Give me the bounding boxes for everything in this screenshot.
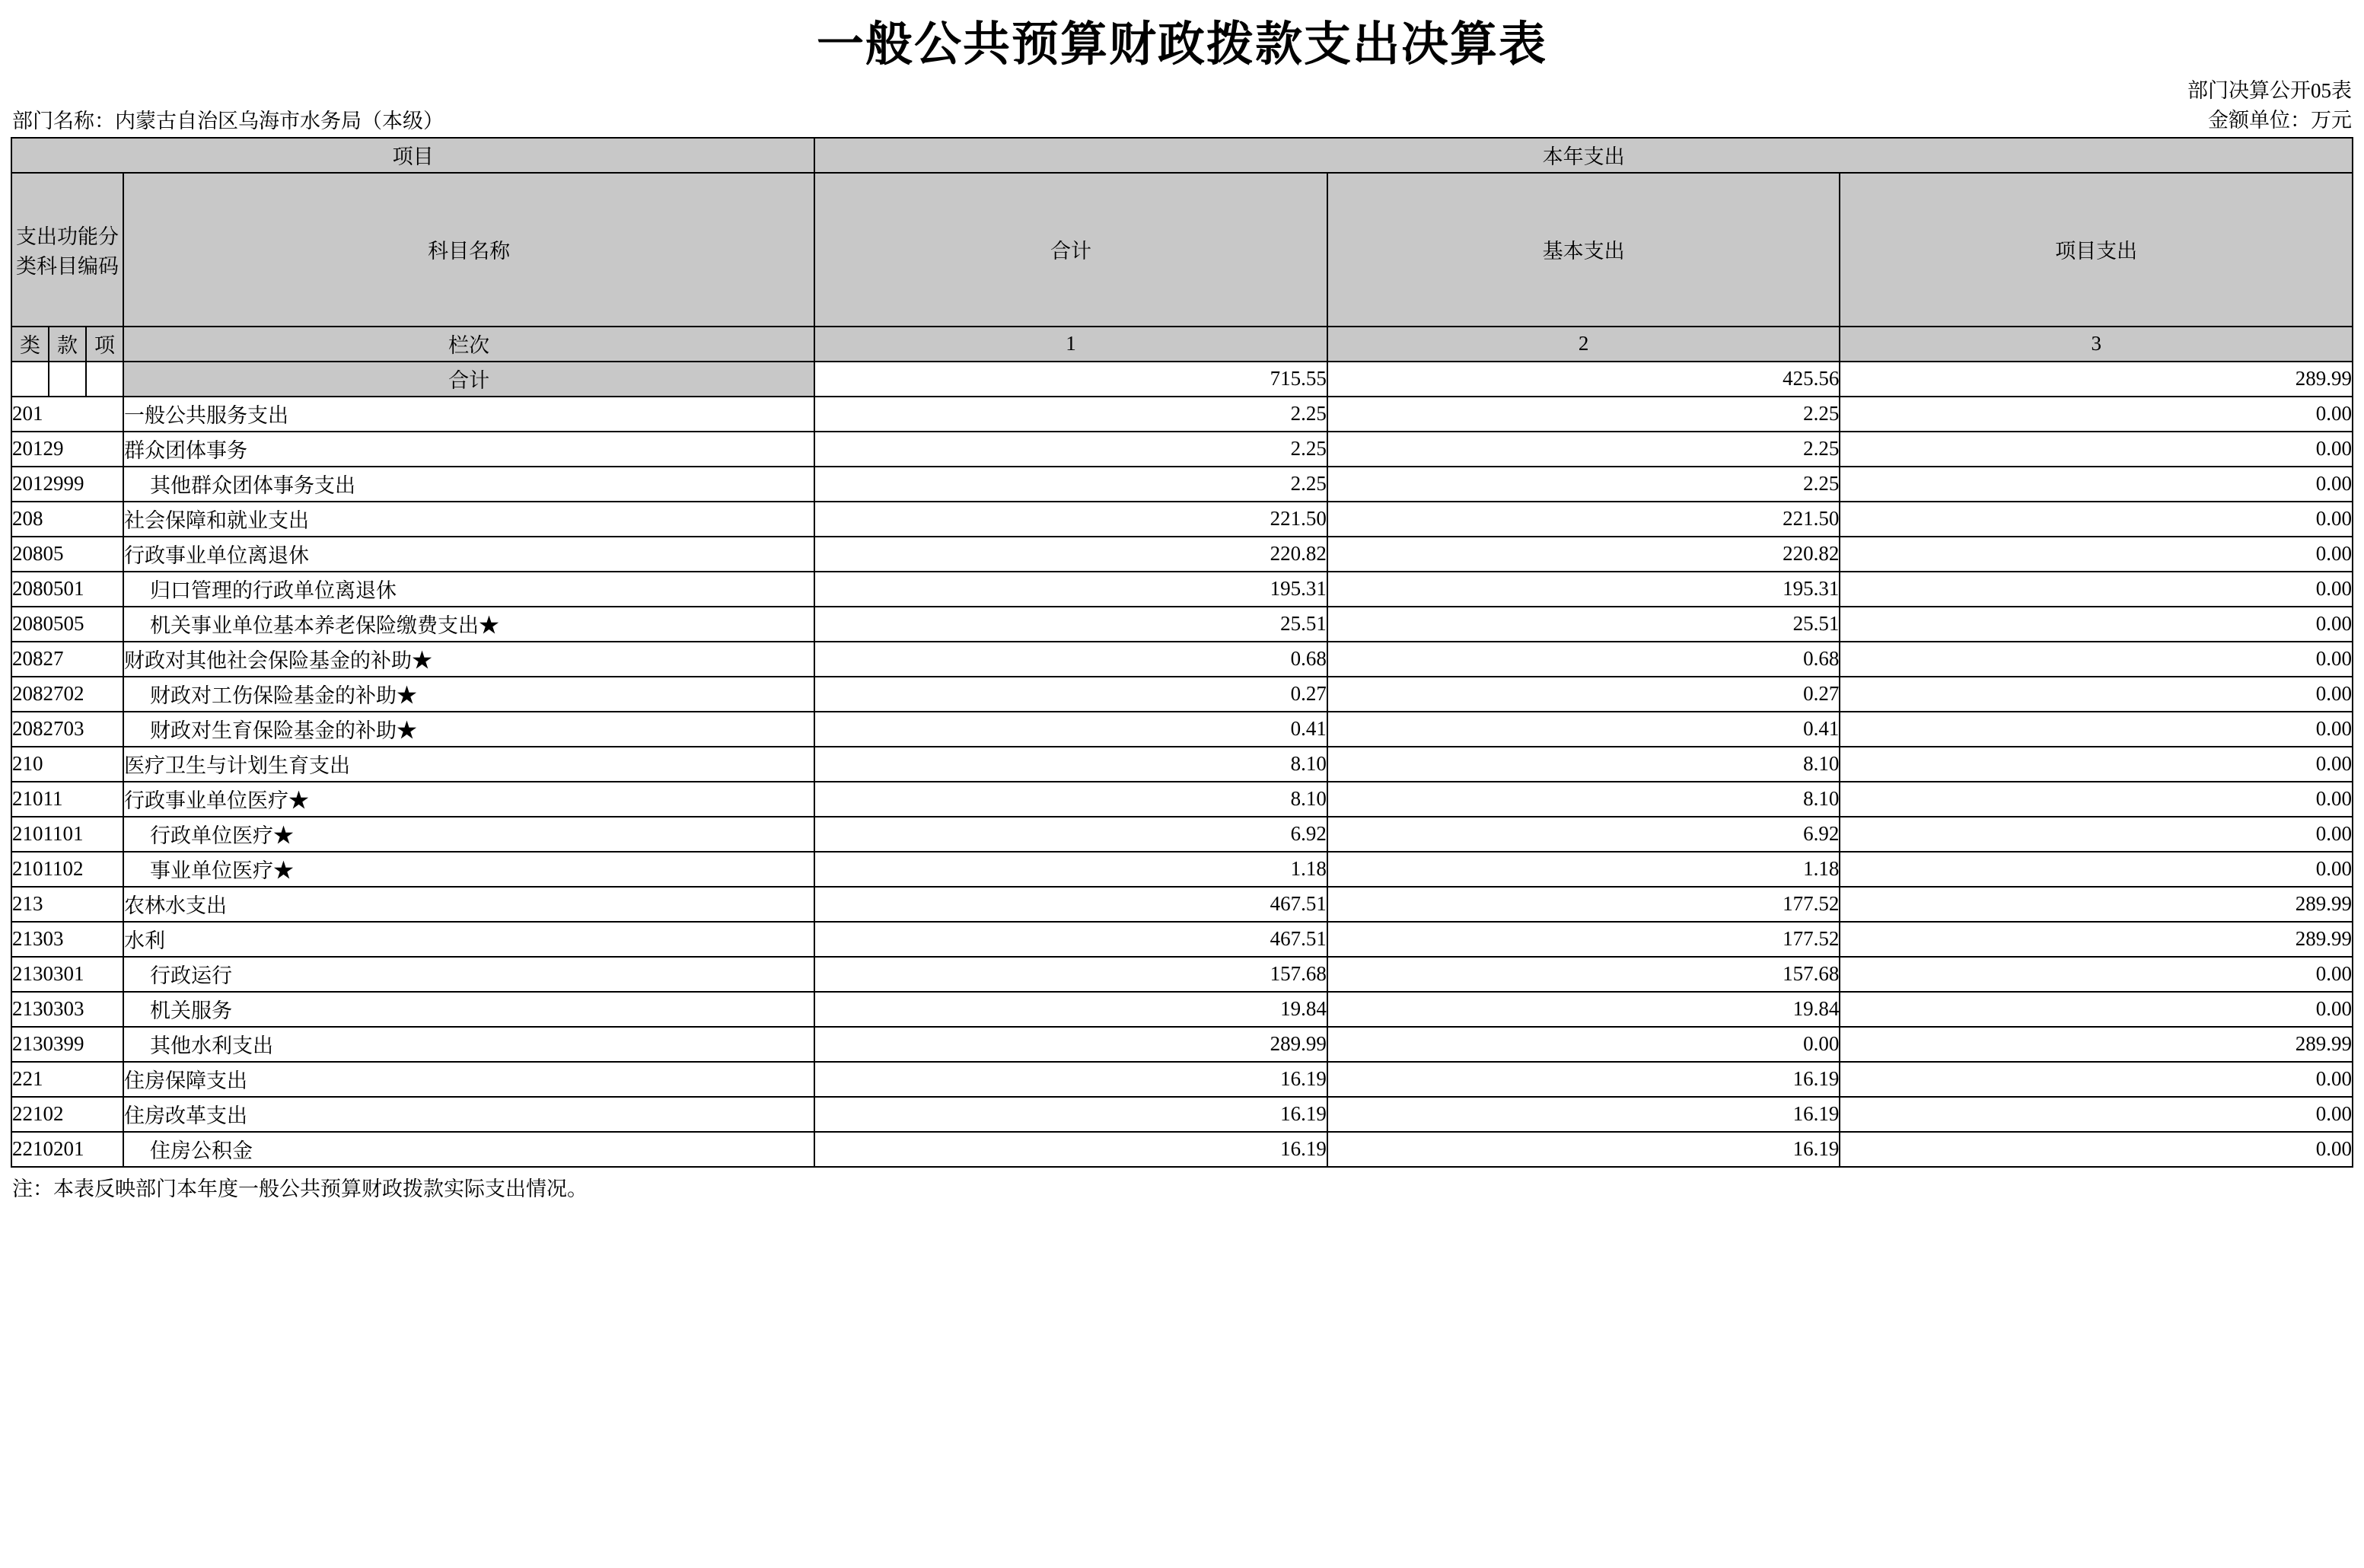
row-code: 2101102 — [11, 852, 123, 887]
row-project-value: 0.00 — [1840, 747, 2353, 782]
row-total-value: 6.92 — [814, 817, 1327, 852]
row-project-value: 0.00 — [1840, 607, 2353, 642]
row-code: 22102 — [11, 1097, 123, 1132]
header-group-item: 项目 — [11, 138, 814, 173]
table-row — [11, 922, 2353, 957]
row-total-value: 8.10 — [814, 782, 1327, 817]
row-basic-value: 0.27 — [1327, 677, 1840, 712]
header-row-groups — [11, 138, 2353, 173]
row-project-value: 0.00 — [1840, 397, 2353, 432]
row-subject-name: 归口管理的行政单位离退休 — [123, 572, 814, 607]
page-title: 一般公共预算财政拨款支出决算表 — [816, 19, 1547, 71]
row-basic-value: 2.25 — [1327, 467, 1840, 502]
table-row — [11, 712, 2353, 747]
table-row — [11, 782, 2353, 817]
row-subject-name: 住房保障支出 — [123, 1062, 814, 1097]
table-row — [11, 642, 2353, 677]
footnote: 注：本表反映部门本年度一般公共预算财政拨款实际支出情况。 — [12, 1177, 588, 1200]
row-basic-value: 177.52 — [1327, 887, 1840, 922]
row-basic-value: 2.25 — [1327, 432, 1840, 467]
department-name: 部门名称：内蒙古自治区乌海市水务局（本级） — [12, 109, 444, 132]
row-project-value: 0.00 — [1840, 502, 2353, 537]
row-project-value: 0.00 — [1840, 852, 2353, 887]
row-total-value: 0.68 — [814, 642, 1327, 677]
row-code: 210 — [11, 747, 123, 782]
row-total-value: 467.51 — [814, 887, 1327, 922]
row-total-value: 8.10 — [814, 747, 1327, 782]
row-code: 2130301 — [11, 957, 123, 992]
row-total-value: 715.55 — [814, 362, 1327, 397]
row-total-value: 16.19 — [814, 1132, 1327, 1167]
amount-unit: 金额单位：万元 — [2208, 109, 2352, 132]
row-subject-name: 行政单位医疗★ — [123, 817, 814, 852]
row-code: 20827 — [11, 642, 123, 677]
row-basic-value: 6.92 — [1327, 817, 1840, 852]
row-code: 2101101 — [11, 817, 123, 852]
row-subject-name: 行政事业单位医疗★ — [123, 782, 814, 817]
row-total-value: 25.51 — [814, 607, 1327, 642]
row-basic-value: 425.56 — [1327, 362, 1840, 397]
table-row — [11, 1132, 2353, 1167]
row-total-value: 157.68 — [814, 957, 1327, 992]
form-code: 部门决算公开05表 — [2187, 79, 2352, 102]
row-total-value: 289.99 — [814, 1027, 1327, 1062]
row-project-value: 0.00 — [1840, 712, 2353, 747]
row-project-value: 0.00 — [1840, 992, 2353, 1027]
row-code-section — [49, 362, 86, 397]
row-code: 21011 — [11, 782, 123, 817]
row-project-value: 0.00 — [1840, 1132, 2353, 1167]
row-total-value: 2.25 — [814, 432, 1327, 467]
row-basic-value: 8.10 — [1327, 782, 1840, 817]
row-subject-name: 行政运行 — [123, 957, 814, 992]
row-code: 221 — [11, 1062, 123, 1097]
row-code: 201 — [11, 397, 123, 432]
row-subject-name: 财政对其他社会保险基金的补助★ — [123, 642, 814, 677]
row-subject-name: 财政对工伤保险基金的补助★ — [123, 677, 814, 712]
meta-row — [11, 104, 2353, 134]
row-project-value: 0.00 — [1840, 1062, 2353, 1097]
table-header — [11, 138, 2353, 362]
row-subject-name: 群众团体事务 — [123, 432, 814, 467]
header-code-class: 类 — [11, 327, 49, 362]
table-row-total — [11, 362, 2353, 397]
table-row — [11, 817, 2353, 852]
table-row — [11, 677, 2353, 712]
table-row — [11, 887, 2353, 922]
row-total-value: 195.31 — [814, 572, 1327, 607]
row-project-value: 0.00 — [1840, 432, 2353, 467]
row-project-value: 0.00 — [1840, 572, 2353, 607]
table-body — [11, 362, 2353, 1167]
row-basic-value: 25.51 — [1327, 607, 1840, 642]
row-code: 2080505 — [11, 607, 123, 642]
row-basic-value: 1.18 — [1327, 852, 1840, 887]
row-subject-name: 住房公积金 — [123, 1132, 814, 1167]
row-subject-name: 水利 — [123, 922, 814, 957]
row-basic-value: 157.68 — [1327, 957, 1840, 992]
row-basic-value: 8.10 — [1327, 747, 1840, 782]
row-project-value: 0.00 — [1840, 1097, 2353, 1132]
row-project-value: 0.00 — [1840, 677, 2353, 712]
row-subject-name: 其他水利支出 — [123, 1027, 814, 1062]
table-row — [11, 537, 2353, 572]
table-row — [11, 572, 2353, 607]
row-subject-name: 财政对生育保险基金的补助★ — [123, 712, 814, 747]
row-total-value: 2.25 — [814, 397, 1327, 432]
row-code: 21303 — [11, 922, 123, 957]
row-basic-value: 221.50 — [1327, 502, 1840, 537]
row-basic-value: 0.68 — [1327, 642, 1840, 677]
row-subject-name: 其他群众团体事务支出 — [123, 467, 814, 502]
row-code: 2012999 — [11, 467, 123, 502]
table-row — [11, 607, 2353, 642]
row-project-value: 0.00 — [1840, 957, 2353, 992]
table-row — [11, 467, 2353, 502]
table-row — [11, 432, 2353, 467]
table-row — [11, 747, 2353, 782]
row-code: 20805 — [11, 537, 123, 572]
row-code-class — [11, 362, 49, 397]
row-code: 2210201 — [11, 1132, 123, 1167]
row-basic-value: 195.31 — [1327, 572, 1840, 607]
row-subject-name: 事业单位医疗★ — [123, 852, 814, 887]
budget-table — [11, 137, 2353, 1168]
row-subject-name: 机关服务 — [123, 992, 814, 1027]
header-col-num-2: 2 — [1327, 327, 1840, 362]
row-total-value: 16.19 — [814, 1062, 1327, 1097]
row-subject-name: 社会保障和就业支出 — [123, 502, 814, 537]
table-row — [11, 852, 2353, 887]
header-group-year-expense: 本年支出 — [814, 138, 2353, 173]
row-subject-name: 一般公共服务支出 — [123, 397, 814, 432]
row-basic-value: 16.19 — [1327, 1062, 1840, 1097]
header-col-total: 合计 — [814, 173, 1327, 327]
header-row-numbers — [11, 327, 2353, 362]
row-basic-value: 16.19 — [1327, 1132, 1840, 1167]
row-basic-value: 220.82 — [1327, 537, 1840, 572]
row-basic-value: 0.00 — [1327, 1027, 1840, 1062]
row-code: 2082702 — [11, 677, 123, 712]
header-subject-name: 科目名称 — [123, 173, 814, 327]
row-subject-name: 农林水支出 — [123, 887, 814, 922]
row-code: 213 — [11, 887, 123, 922]
row-total-value: 467.51 — [814, 922, 1327, 957]
row-code: 2130399 — [11, 1027, 123, 1062]
row-code: 208 — [11, 502, 123, 537]
header-col-basic: 基本支出 — [1327, 173, 1840, 327]
row-code: 20129 — [11, 432, 123, 467]
row-project-value: 289.99 — [1840, 362, 2353, 397]
row-total-value: 1.18 — [814, 852, 1327, 887]
row-total-value: 220.82 — [814, 537, 1327, 572]
row-project-value: 0.00 — [1840, 817, 2353, 852]
row-total-value: 0.27 — [814, 677, 1327, 712]
row-subject-name: 行政事业单位离退休 — [123, 537, 814, 572]
row-code: 2130303 — [11, 992, 123, 1027]
row-project-value: 0.00 — [1840, 467, 2353, 502]
row-code: 2082703 — [11, 712, 123, 747]
header-column-row-label: 栏次 — [123, 327, 814, 362]
row-total-label: 合计 — [123, 362, 814, 397]
header-col-num-1: 1 — [814, 327, 1327, 362]
table-row — [11, 1027, 2353, 1062]
row-basic-value: 2.25 — [1327, 397, 1840, 432]
row-basic-value: 0.41 — [1327, 712, 1840, 747]
table-row — [11, 502, 2353, 537]
table-row — [11, 957, 2353, 992]
row-subject-name: 住房改革支出 — [123, 1097, 814, 1132]
row-project-value: 0.00 — [1840, 642, 2353, 677]
header-col-project: 项目支出 — [1840, 173, 2353, 327]
row-project-value: 289.99 — [1840, 1027, 2353, 1062]
row-basic-value: 19.84 — [1327, 992, 1840, 1027]
row-total-value: 0.41 — [814, 712, 1327, 747]
row-total-value: 221.50 — [814, 502, 1327, 537]
row-total-value: 2.25 — [814, 467, 1327, 502]
table-row — [11, 397, 2353, 432]
row-code: 2080501 — [11, 572, 123, 607]
table-row — [11, 992, 2353, 1027]
row-total-value: 19.84 — [814, 992, 1327, 1027]
row-project-value: 289.99 — [1840, 922, 2353, 957]
table-row — [11, 1097, 2353, 1132]
row-total-value: 16.19 — [814, 1097, 1327, 1132]
row-project-value: 289.99 — [1840, 887, 2353, 922]
row-project-value: 0.00 — [1840, 782, 2353, 817]
row-subject-name: 机关事业单位基本养老保险缴费支出★ — [123, 607, 814, 642]
page-root — [0, 6, 2364, 1568]
row-basic-value: 177.52 — [1327, 922, 1840, 957]
header-code-group: 支出功能分类科目编码 — [11, 173, 123, 327]
header-code-section: 款 — [49, 327, 86, 362]
header-code-item: 项 — [86, 327, 123, 362]
table-row — [11, 1062, 2353, 1097]
row-basic-value: 16.19 — [1327, 1097, 1840, 1132]
row-project-value: 0.00 — [1840, 537, 2353, 572]
row-code-item — [86, 362, 123, 397]
header-col-num-3: 3 — [1840, 327, 2353, 362]
row-subject-name: 医疗卫生与计划生育支出 — [123, 747, 814, 782]
